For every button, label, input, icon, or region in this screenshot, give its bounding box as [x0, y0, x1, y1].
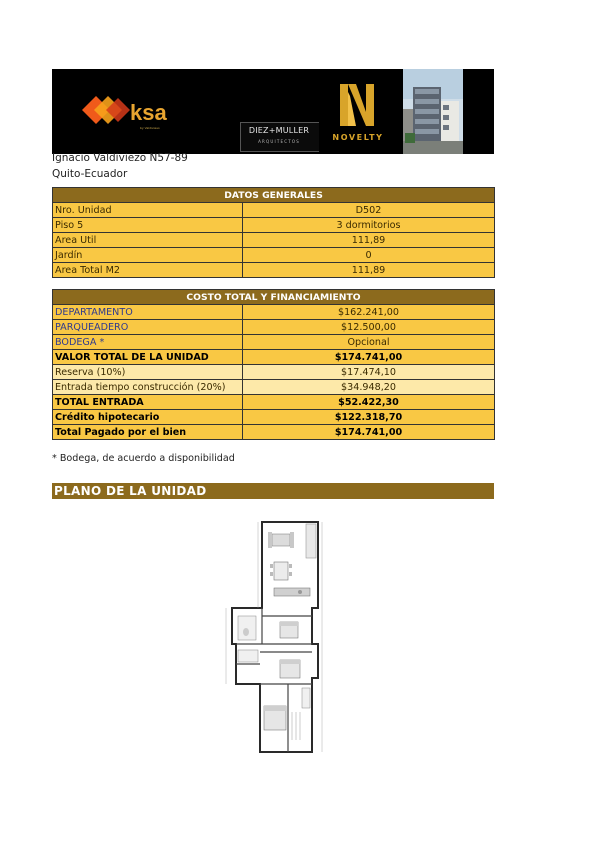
row-label: Area Total M2	[53, 263, 243, 278]
row-label: PARQUEADERO	[53, 320, 243, 335]
table-row	[53, 203, 495, 218]
plano-title: PLANO DE LA UNIDAD	[54, 484, 207, 498]
row-label: Entrada tiempo construcción (20%)	[53, 380, 243, 395]
row-value: 3 dormitorios	[243, 218, 495, 233]
row-value: 111,89	[243, 233, 495, 248]
novelty-n-icon	[336, 82, 378, 128]
row-value: 0	[243, 248, 495, 263]
row-label: BODEGA *	[53, 335, 243, 350]
ksa-logo-text: ksa	[130, 100, 167, 125]
table-row	[53, 365, 495, 380]
row-label: VALOR TOTAL DE LA UNIDAD	[53, 350, 243, 365]
table-row	[53, 263, 495, 278]
table-row	[53, 233, 495, 248]
row-value: $174.741,00	[243, 425, 495, 440]
diez-muller-name: DIEZ+MULLER	[248, 126, 310, 135]
table-row	[53, 320, 495, 335]
table-row	[53, 410, 495, 425]
row-value: $174.741,00	[243, 350, 495, 365]
row-label: Total Pagado por el bien	[53, 425, 243, 440]
table-row	[53, 395, 495, 410]
datos-generales-title: DATOS GENERALES	[53, 188, 495, 203]
address-line-1: Ignacio Valdiviezo N57-89	[52, 152, 188, 164]
row-label: TOTAL ENTRADA	[53, 395, 243, 410]
table-row	[53, 305, 495, 320]
datos-generales-table	[52, 187, 495, 278]
table-row	[53, 380, 495, 395]
row-label: Reserva (10%)	[53, 365, 243, 380]
diez-muller-sub: ARQUITECTOS	[258, 139, 300, 144]
building-photo	[403, 69, 463, 154]
novelty-wordmark: NOVELTY	[332, 133, 384, 142]
table-row	[53, 350, 495, 365]
row-value: $52.422,30	[243, 395, 495, 410]
row-label: Nro. Unidad	[53, 203, 243, 218]
table-row	[53, 248, 495, 263]
row-value: $122.318,70	[243, 410, 495, 425]
row-value: $12.500,00	[243, 320, 495, 335]
table-row	[53, 218, 495, 233]
table-row	[53, 425, 495, 440]
costo-total-title: COSTO TOTAL Y FINANCIAMIENTO	[53, 290, 495, 305]
row-value: D502	[243, 203, 495, 218]
ksa-logo-subtext: by Valdivieso	[140, 126, 160, 130]
bodega-note: * Bodega, de acuerdo a disponibilidad	[52, 453, 235, 464]
ksa-logo	[78, 90, 188, 130]
row-value: $34.948,20	[243, 380, 495, 395]
row-value: 111,89	[243, 263, 495, 278]
row-value: $162.241,00	[243, 305, 495, 320]
address-line-2: Quito-Ecuador	[52, 168, 128, 180]
row-value: $17.474,10	[243, 365, 495, 380]
row-label: Crédito hipotecario	[53, 410, 243, 425]
row-label: Area Util	[53, 233, 243, 248]
row-label: Jardín	[53, 248, 243, 263]
costo-total-table	[52, 289, 495, 440]
row-label: Piso 5	[53, 218, 243, 233]
row-label: DEPARTAMENTO	[53, 305, 243, 320]
floor-plan-image	[214, 516, 326, 762]
row-value: Opcional	[243, 335, 495, 350]
table-row	[53, 335, 495, 350]
